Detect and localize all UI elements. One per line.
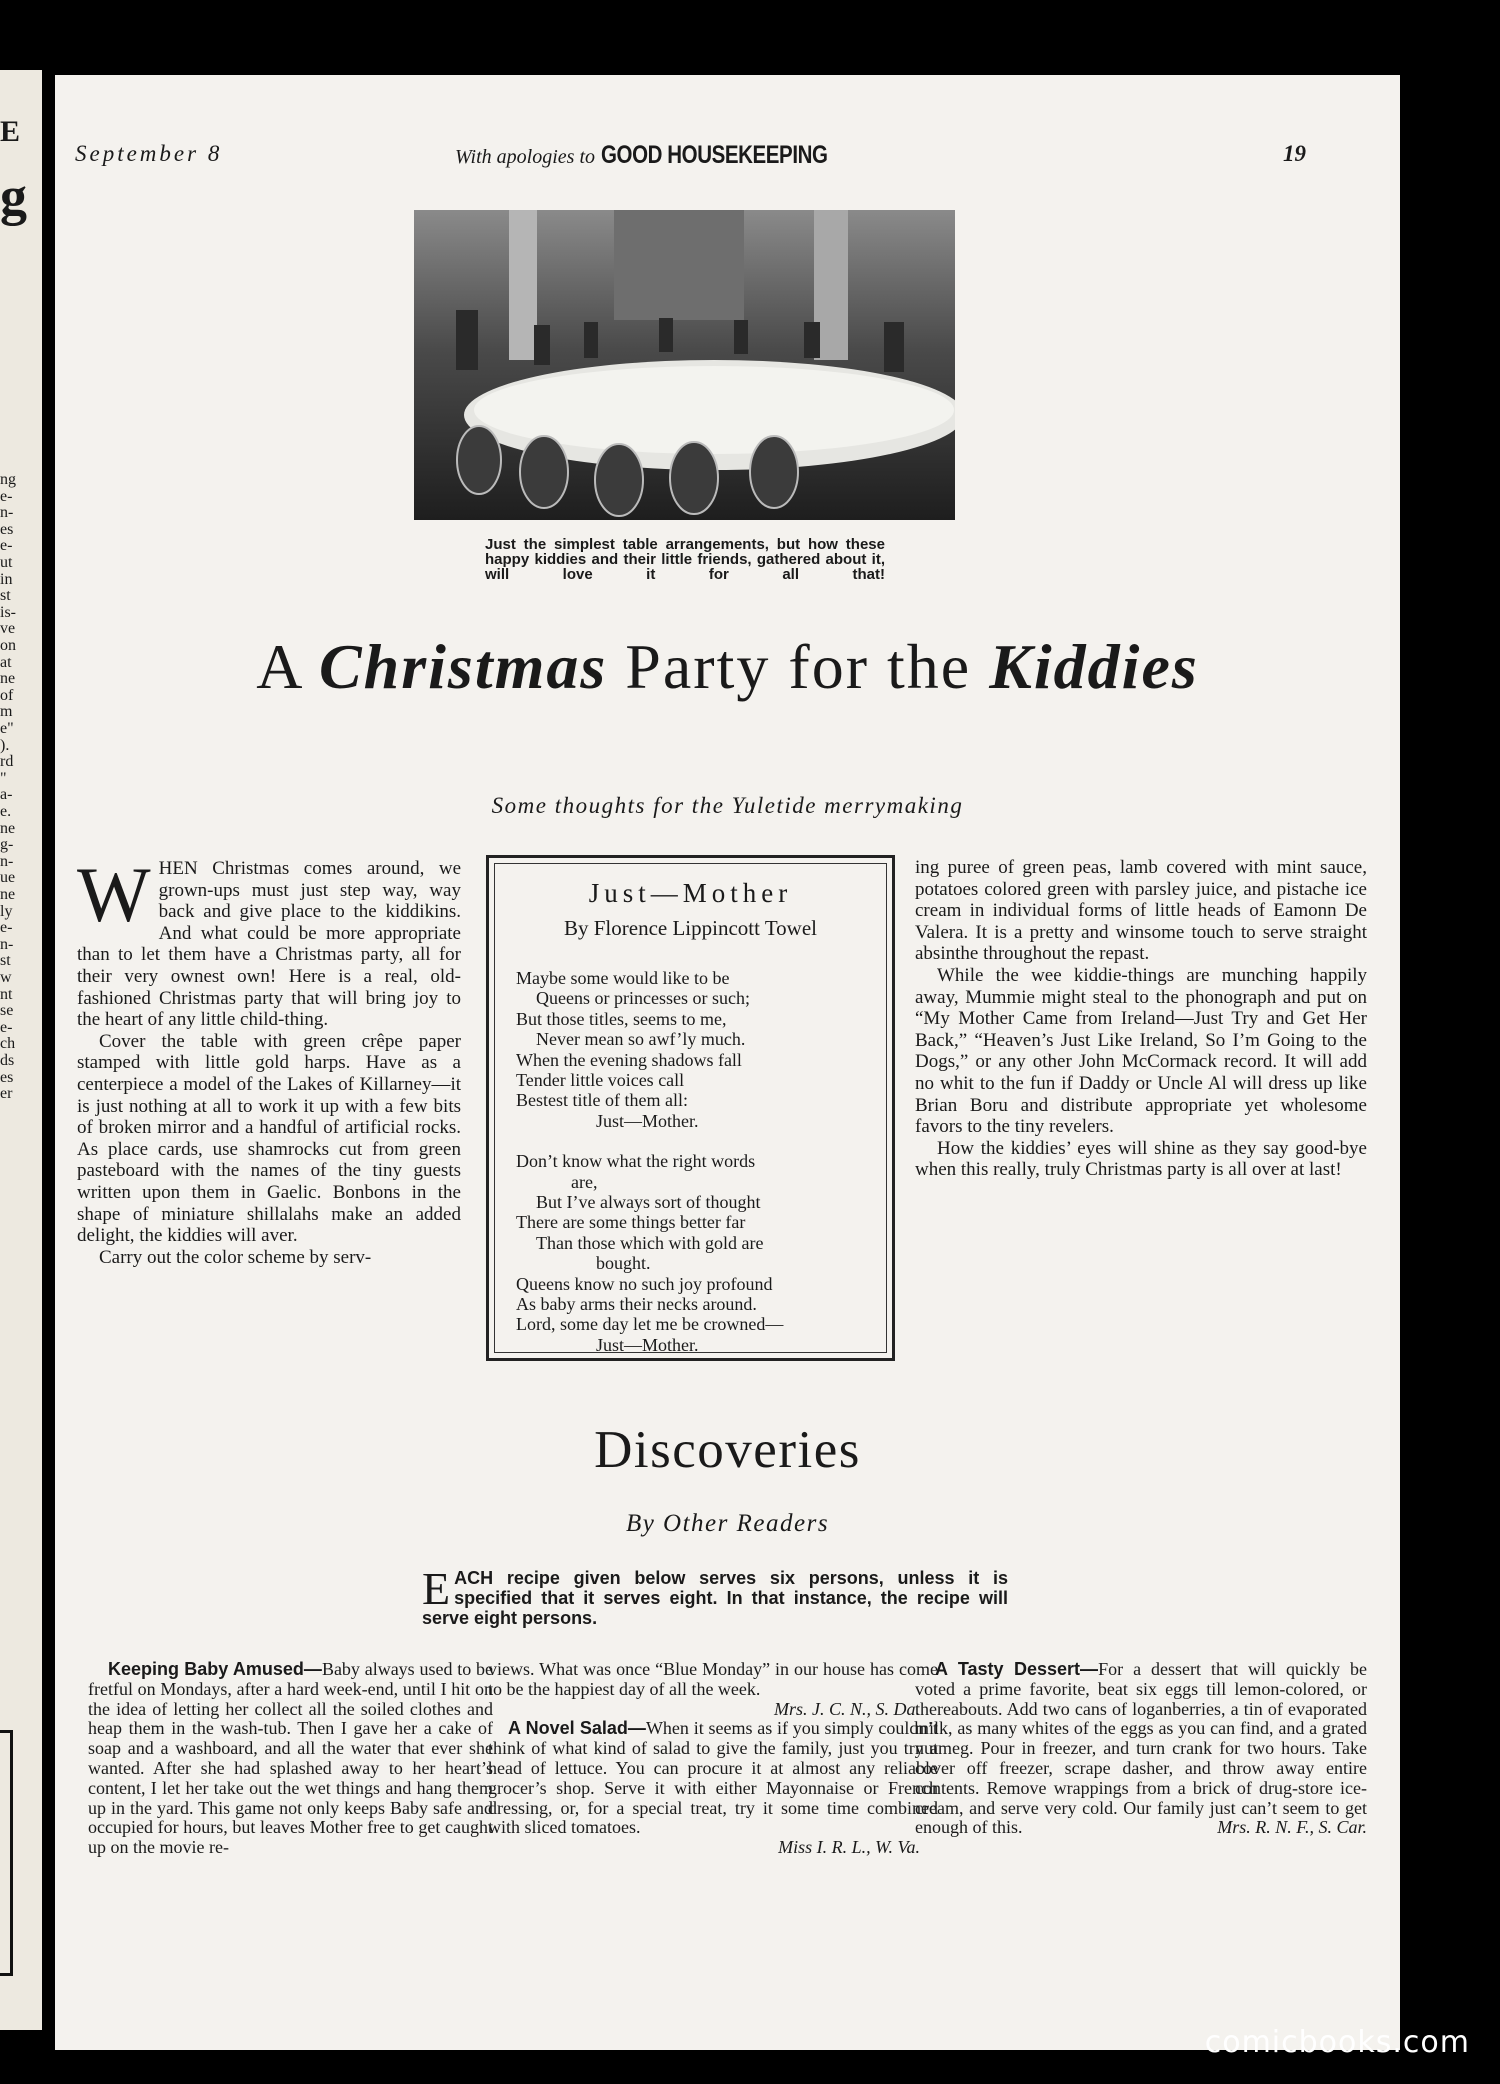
header-apologies: With apologies to: [455, 146, 595, 168]
recipe-2-text: When it seems as if you simply couldn’t think of what kind of salad to give the family, just you try a head of lettuce. You can procure it at almost any reliable grocer’s shop. Serve it with either Mayonnaise or French dressing, or, for a special treat, try it some time combined with sliced tomatoes.: [488, 1718, 938, 1838]
recipe-1-signature: Mrs. J. C. N., S. Da.: [773, 1698, 920, 1719]
prev-page-line: ne: [0, 886, 16, 903]
prev-page-line: ly: [0, 902, 13, 920]
header-magazine-name: GOOD HOUSEKEEPING: [600, 141, 828, 169]
poem-line: Queens know no such joy profound: [516, 1273, 773, 1294]
photo-illustration: [414, 210, 955, 520]
prev-page-line: e-: [0, 919, 13, 937]
poem-line: bought.: [596, 1253, 651, 1274]
photo-caption: Just the simplest table arrangements, but how these happy kiddies and their little friends, gathered about it, will love it for all that!: [485, 536, 885, 583]
prev-page-line: g-: [0, 836, 14, 854]
drop-cap: W: [77, 851, 151, 938]
article-title: [55, 630, 1400, 704]
poem-line: are,: [571, 1171, 598, 1192]
col3-paragraph-3: How the kiddies’ eyes will shine as they say good-bye when this really, truly Christmas party is all over at last!: [915, 1137, 1367, 1181]
watermark: comicbooks.com: [1204, 2025, 1470, 2060]
recipe-2-heading: A Novel Salad—: [508, 1718, 646, 1739]
prev-page-line: nt: [0, 985, 13, 1003]
prev-page-line: st: [0, 952, 11, 970]
poem-line: But those titles, seems to me,: [516, 1008, 727, 1029]
poem-box: [486, 855, 895, 1361]
article-column-1: [77, 851, 461, 1268]
col1-paragraph-2: Cover the table with green crêpe paper stamped with little gold harps. Have as a centerpiece a model of the Lakes of Killarney—it is just nothing at all to work it up with a few bits of broken mirror and a handful of artificial rocks. As place cards, use shamrocks cut from green pasteboard with the names of the tiny guests written upon them in Gaelic. Bonbons in the shape of miniature shillalahs make an added delight, the kiddies will aver.: [77, 1030, 461, 1247]
title-part-4: Kiddies: [989, 631, 1199, 702]
col3-paragraph-1: ing puree of green peas, lamb covered with mint sauce, potatoes colored green with parsley juice, and pistache ice cream in individual forms of little heads of Eamonn De Valera. It is a pretty and winsome touch to serve straight absinthe throughout the repast.: [915, 857, 1367, 965]
poem-author: By Florence Lippincott Towel: [563, 916, 817, 940]
prev-page-line: st: [0, 587, 11, 605]
col1-paragraph-1: HEN Christmas comes around, we grown-ups must just step way, way back and give place to the kiddikins. And what could be more appropriate than to let them have a Christmas party, all for their very ownest own! Here is a real, old-fashioned Christmas party that will bring joy to the heart of any little child-thing.: [77, 858, 461, 1031]
prev-page-line: of: [0, 686, 14, 704]
recipe-column-2: [488, 1660, 938, 1858]
prev-page-line: rd: [0, 753, 14, 771]
poem-line: As baby arms their necks around.: [516, 1294, 757, 1314]
prev-page-line: at: [0, 653, 12, 671]
prev-page-letter-e: E: [0, 115, 21, 148]
header-date: September 8: [75, 141, 223, 166]
prev-page-line: in: [0, 570, 13, 588]
prev-page-line: ne: [0, 670, 16, 688]
article-column-3: [915, 857, 1367, 1181]
poem-line: There are some things better far: [516, 1212, 746, 1233]
poem-line: But I’ve always sort of thought: [536, 1192, 761, 1212]
poem-line: Never mean so awf’ly much.: [536, 1029, 746, 1050]
prev-page-line: ut: [0, 554, 13, 571]
prev-page-line: is-: [0, 603, 16, 621]
prev-page-line: ).: [0, 736, 10, 754]
prev-page-line: n-: [0, 504, 14, 522]
poem-line: When the evening shadows fall: [516, 1049, 742, 1070]
discoveries-title: Discoveries: [594, 1421, 861, 1479]
prev-page-line: e-: [0, 487, 13, 505]
header-masthead: [455, 141, 877, 170]
prev-page-line: se: [0, 1002, 14, 1020]
poem-line: Tender little voices call: [516, 1070, 685, 1090]
col3-paragraph-2: While the wee kiddie-things are munching happily away, Mummie might steal to the phonograph and put on “My Mother Came from Ireland—Just Try and Get Her Back,” “Heaven’s Just Like Ireland, So I’m Going to the Dogs,” or any other John McCormack record. It will add no whit to the fun if Daddy or Uncle Al will dress up like Brian Boru and distribute appropriate yet wholesome favors to the tiny revelers.: [915, 964, 1367, 1138]
prev-page-line: ue: [0, 869, 16, 887]
header-page-number: 19: [1283, 141, 1306, 166]
poem-line: Don’t know what the right words: [516, 1151, 756, 1172]
poem-line: Just—Mother.: [596, 1334, 699, 1355]
prev-page-line: a-: [0, 786, 13, 804]
recipe-column-3: [915, 1660, 1367, 1838]
intro-initial: E: [422, 1563, 451, 1614]
party-table-photo: [414, 210, 955, 520]
recipe-3-text: For a dessert that will quickly be voted a prime favorite, beat six eggs till lemon-colored, or thereabouts. Add two cans of loganberries, a tin of evaporated milk, as many whites of the eggs as you can find, and a grated nutmeg. Pour in freezer, and turn crank for two hours. Take cover off freezer, scrape dasher, and throw away entire contents. Remove wrappings from a brick of drug-store ice-cream, and serve very cold. Our family just can’t seem to get enough of this.: [915, 1659, 1368, 1838]
article-subtitle: Some thoughts for the Yuletide merrymaking: [491, 793, 964, 818]
prev-page-line: n-: [0, 935, 14, 953]
poem-line: Queens or princesses or such;: [536, 988, 750, 1009]
prev-page-line: on: [0, 637, 16, 654]
col1-paragraph-3: Carry out the color scheme by serv-: [99, 1246, 372, 1268]
poem-title: Just—Mother: [588, 878, 793, 908]
prev-page-line: m: [0, 703, 13, 721]
recipe-column-1: [88, 1660, 493, 1858]
recipe-3-signature: Mrs. R. N. F., S. Car.: [1217, 1817, 1367, 1838]
recipe-1-heading: Keeping Baby Amused—: [108, 1659, 322, 1679]
prev-page-line: ng: [0, 471, 16, 488]
prev-page-line: ch: [0, 1035, 16, 1053]
prev-page-line: ne: [0, 819, 16, 837]
recipe-3-heading: A Tasty Dessert—: [935, 1659, 1099, 1679]
prev-page-line: n-: [0, 852, 14, 870]
title-part-1: A: [256, 631, 319, 702]
recipe-2-signature: Miss I. R. L., W. Va.: [778, 1837, 920, 1858]
prev-page-line: ": [0, 769, 7, 787]
recipe-1-continued: views. What was once “Blue Monday” in our house has come to be the happiest day of all the week.: [488, 1659, 938, 1699]
title-part-3: Party for the: [607, 631, 990, 702]
prev-page-line: e.: [0, 803, 12, 820]
discoveries-subtitle: By Other Readers: [625, 1510, 830, 1537]
magazine-page: [55, 75, 1400, 2050]
prev-page-line: e-: [0, 537, 13, 555]
recipe-1-text: Baby always used to be fretful on Mondays, after a hard week-end, until I hit on the idea of letting her collect all the soiled clothes and heap them in the wash-tub. Then I gave her a cake of soap and a washboard, and all the water that ever she wanted. After she had splashed away to her heart’s content, I let her take out the wet things and hang them up in the yard. This game not only keeps Baby safe and occupied for hours, but leaves Mother free to get caught up on the movie re-: [88, 1659, 494, 1858]
prev-page-line: ds: [0, 1052, 15, 1069]
prev-page-line: w: [0, 969, 12, 986]
prev-page-line: es: [0, 1068, 14, 1086]
intro-text: ACH recipe given below serves six persons, unless it is specified that it serves eight. In that instance, the recipe will serve eight persons.: [422, 1568, 1008, 1628]
poem-line: Than those which with gold are: [536, 1232, 764, 1253]
prev-page-letter-g: g: [0, 166, 27, 226]
title-part-2: Christmas: [318, 631, 608, 702]
prev-page-line: es: [0, 520, 14, 538]
discoveries-intro: [422, 1563, 1008, 1628]
previous-page-fragment: [0, 70, 42, 2030]
prev-page-box-rule: [0, 1730, 13, 1976]
poem-line: Maybe some would like to be: [516, 968, 730, 988]
prev-page-line: er: [0, 1085, 13, 1103]
poem-line: Bestest title of them all:: [516, 1090, 688, 1111]
poem-line: Lord, some day let me be crowned—: [516, 1314, 784, 1335]
prev-page-line: e-: [0, 1018, 13, 1036]
prev-page-line: e": [0, 720, 14, 737]
poem-line: Just—Mother.: [596, 1110, 699, 1131]
prev-page-line: ve: [0, 620, 16, 638]
